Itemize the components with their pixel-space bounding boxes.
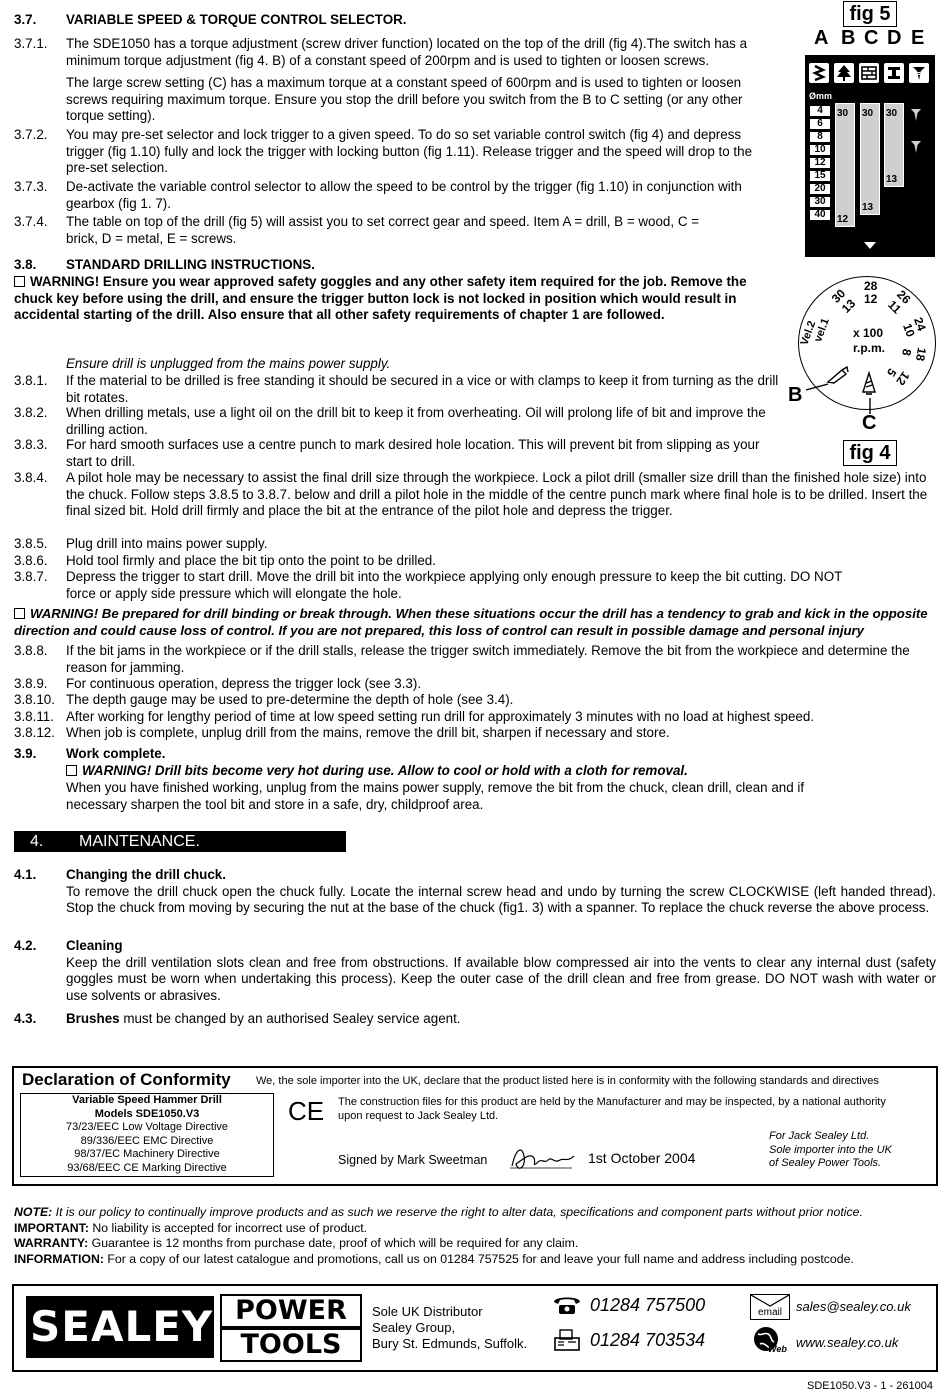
- screw-speed-icon-1: [909, 107, 923, 123]
- dial-8: 8: [899, 347, 915, 357]
- mm-label: Ømm: [809, 91, 833, 101]
- fig5-letter-c: C: [864, 27, 879, 49]
- fax-number: 01284 703534: [590, 1330, 706, 1350]
- dial-5: 5: [883, 365, 900, 380]
- note-important: IMPORTANT: No liability is accepted for incorrect use of product.: [14, 1220, 368, 1235]
- screw-icon: [909, 63, 929, 83]
- item-3-7-4: 3.7.4. The table on top of the drill (fig 5) will assist you to set correct gear and speed. Item A = drill, B = wood, C = brick, D = metal, E = screws.: [14, 214, 700, 246]
- size-12: 12: [809, 157, 831, 169]
- brick-bar-top: 30: [886, 108, 898, 119]
- speed-table-panel: [805, 55, 935, 257]
- metal-icon: [884, 63, 904, 83]
- fig5-letter-d: D: [887, 27, 902, 49]
- email-icon: email: [750, 1294, 790, 1320]
- warning-binding: WARNING! Be prepared for drill binding or break through. When these situations occur the drill has a tendency to grab and kick in the opposite direction and could cause loss of control. If you are not prepared, this loss of control can result in possible damage and personal injury: [14, 606, 928, 638]
- notes-block: [14, 1205, 939, 1267]
- note-information: INFORMATION: For a copy of our latest catalogue and promotions, call us on 01284 757525 for and leave your full name and address including postcode.: [14, 1251, 854, 1266]
- dial-11: 11: [885, 297, 904, 317]
- warning-safety: WARNING! Ensure you wear approved safety goggles and any other safety item required for the job. Remove the chuck key before using the drill, and ensure the trigger button lock is not locked in position which would result in accidental starting of the drill. Also ensure that all other safety requirements of chapter 1 are followed.: [14, 274, 747, 322]
- item-3-7-3: 3.7.3. De-activate the variable control selector to allow the speed to be control by the trigger (fig 1.10) in conjunction with gearbox (fig 1. 7).: [14, 179, 742, 211]
- dial-label-b: B: [788, 384, 803, 406]
- wood-icon: [834, 63, 854, 83]
- item-3-8-8: 3.8.8. If the bit jams in the workpiece or if the drill stalls, release the trigger switch immediately. Remove the bit from the workpiece and determine the reason for jamming.: [14, 643, 910, 675]
- size-6: 6: [809, 118, 831, 130]
- dial-18: 18: [912, 346, 929, 363]
- dial-12-bottom: 12: [893, 368, 913, 388]
- brick-bar-bottom: 13: [886, 174, 898, 185]
- dial-x100: x 100: [853, 326, 884, 340]
- phone-number: 01284 757500: [590, 1295, 706, 1315]
- dial-26: 26: [894, 287, 914, 307]
- warning-hot-bits: WARNING! Drill bits become very hot during use. Allow to cool or hold with a cloth for removal.: [66, 763, 926, 780]
- dial-vel-2: Vel.2: [798, 319, 819, 347]
- dial-rpm: r.p.m.: [853, 341, 886, 355]
- dial-24: 24: [911, 315, 929, 333]
- construction-files-text: The construction files for this product are held by the Manufacturer and may be inspected, by a national authority upon request to Jack Sealey Ltd.: [338, 1096, 886, 1122]
- fig5-caption: fig 5: [843, 1, 897, 27]
- size-40: 40: [809, 209, 831, 221]
- work-complete-text: When you have finished working, unplug from the mains power supply, remove the bit from the chuck, clean drill, clean and if necessary sharpen the tool bit and store in a safe, dry, childproof area.: [66, 780, 805, 812]
- sealey-logo: SEALEY: [26, 1296, 214, 1358]
- size-30: 30: [809, 196, 831, 208]
- small-screw-setting-icon: [826, 366, 850, 384]
- document-reference: SDE1050.V3 - 1 - 261004: [807, 1380, 933, 1392]
- power-tools-logo: POWER TOOLS: [220, 1294, 362, 1360]
- size-10: 10: [809, 144, 831, 156]
- ce-mark: CE: [288, 1096, 325, 1126]
- note-policy: NOTE: It is our policy to continually improve products and as such we reserve the right to alter data, specifications and component parts without prior notice.: [14, 1205, 863, 1219]
- telephone-icon: [552, 1294, 582, 1316]
- wood-bar-top: 30: [862, 108, 874, 119]
- item-3-7-1-cont: The large screw setting (C) has a maximum torque at a constant speed of 600rpm and is used to tighten or loosen screws requiring maximum torque. Ensure you stop the drill before you switch from the B to C setting (or any other torque setting).: [66, 75, 743, 123]
- item-3-8-1: 3.8.1. If the material to be drilled is free standing it should be secured in a vice or with clamps to keep it from turning as the drill bit rotates.: [14, 373, 779, 405]
- warning-checkbox-icon: [66, 765, 77, 776]
- pointer-b-line: [806, 380, 828, 390]
- size-20: 20: [809, 183, 831, 195]
- maintenance-banner: 4. MAINTENANCE.: [14, 831, 346, 852]
- note-warranty: WARRANTY: Guarantee is 12 months from purchase date, proof of which will be required for any claim.: [14, 1236, 579, 1250]
- dial-28: 28: [864, 279, 878, 293]
- fig5-letter-e: E: [911, 27, 925, 49]
- email-address[interactable]: sales@sealey.co.uk: [796, 1299, 911, 1314]
- item-3-8-3: 3.8.3. For hard smooth surfaces use a centre punch to mark desired hole location. This will prevent bit from slipping as your start to drill.: [14, 437, 760, 469]
- declaration-for: For Jack Sealey Ltd. Sole importer into the UK of Sealey Power Tools.: [769, 1130, 892, 1169]
- dial-12-top: 12: [864, 292, 878, 306]
- item-4-2: 4.2. Cleaning Keep the drill ventilation slots clean and free from obstructions. If available blow compressed air into the vents to clear any internal dust (safety goggles must be worn when undertaking this process). Keep the outer case of the drill clean and free from grease. DO NOT wash with water or use solvents or abrasives.: [14, 938, 936, 1003]
- drill-bar-bottom: 12: [837, 214, 849, 225]
- fig5-letters: [814, 27, 938, 54]
- declaration-product-box: Variable Speed Hammer Drill Models SDE1050.V3 73/23/EEC Low Voltage Directive 89/336/EEC EMC Directive 98/37/EC Machinery Directive 93/68/EEC CE Marking Directive: [20, 1093, 274, 1177]
- dial-vel-1: vel.1: [812, 316, 832, 344]
- dial-30: 30: [828, 286, 849, 306]
- declaration-intro: We, the sole importer into the UK, declare that the product listed here is in conformity with the following standards and directives: [256, 1075, 879, 1087]
- item-3-7-1: 3.7.1. The SDE1050 has a torque adjustment (screw driver function) located on the top of the drill (fig 4).The switch has a minimum torque adjustment (fig 4. B) of a constant speed of 200rpm and is used to tighten or loosen screws.: [14, 36, 748, 68]
- website-url[interactable]: www.sealey.co.uk: [796, 1335, 899, 1350]
- distributor-address: Sole UK Distributor Sealey Group, Bury St. Edmunds, Suffolk.: [372, 1304, 528, 1351]
- warning-checkbox-icon: [14, 608, 25, 619]
- ensure-unplugged: Ensure drill is unplugged from the mains power supply.: [66, 356, 391, 371]
- size-8: 8: [809, 131, 831, 143]
- web-globe-icon: Web: [752, 1326, 788, 1356]
- signed-by: Signed by Mark Sweetman: [338, 1153, 488, 1167]
- warning-checkbox-icon: [14, 276, 25, 287]
- fig5-letter-b: B: [841, 27, 856, 49]
- item-3-8-4: 3.8.4. A pilot hole may be necessary to assist the final drill size through the workpiece. Lock a pilot drill (smaller size drill than the finished hole size) into the chuck. Follow steps 3.8.5 to 3.8.7. below and drill a pilot hole in the middle of the centre punch mark where final hole is to be drilled. Insert the final sized bit. Hold drill firmly and place the bit at the entrance of the pilot hole and depress the trigger.: [14, 470, 928, 518]
- declaration-date: 1st October 2004: [588, 1150, 696, 1166]
- dial-10: 10: [900, 321, 918, 339]
- wood-bar-bottom: 13: [862, 202, 874, 213]
- dial-label-c: C: [862, 412, 877, 434]
- item-3-8-2: 3.8.2. When drilling metals, use a light oil on the drill bit to keep it from overheating. Oil will prolong life of bit and improve the drilling action.: [14, 405, 766, 437]
- large-screw-setting-icon: [858, 370, 880, 396]
- declaration-title: Declaration of Conformity: [22, 1070, 231, 1089]
- fax-icon: [552, 1328, 582, 1352]
- fig5-letter-a: A: [814, 27, 829, 49]
- drill-icon: [809, 63, 829, 83]
- size-15: 15: [809, 170, 831, 182]
- dial-13: 13: [838, 296, 859, 316]
- size-4: 4: [809, 105, 831, 117]
- signature-image: [508, 1142, 578, 1174]
- scroll-down-arrow-icon: [863, 238, 877, 248]
- fig4-caption: fig 4: [843, 440, 897, 466]
- drill-bar-top: 30: [837, 108, 849, 119]
- brick-icon: [859, 63, 879, 83]
- item-3-7-2: 3.7.2. You may pre-set selector and lock trigger to a given speed. To do so set variable control switch (fig 4) and depress trigger (fig 1.10) fully and lock the trigger with locking button (fig 1.11). Release trigger and the speed will drop to the pre-set selection.: [14, 127, 753, 175]
- screw-speed-icon-2: [909, 139, 923, 155]
- item-4-1: 4.1. Changing the drill chuck. To remove the drill chuck open the chuck fully. Locate the internal screw head and undo by turning the screw CLOCKWISE (left handed thread). Stop the chuck from moving by securing the nut at the base of the chuck (fig1. 3) with a spanner. To replace the chuck reverse the above process.: [14, 867, 936, 915]
- item-3-8-7: 3.8.7. Depress the trigger to start drill. Move the drill bit into the workpiece applying only enough pressure to keep the bit cutting. DO NOT force or apply side pressure which will elongate the hole.: [14, 569, 843, 601]
